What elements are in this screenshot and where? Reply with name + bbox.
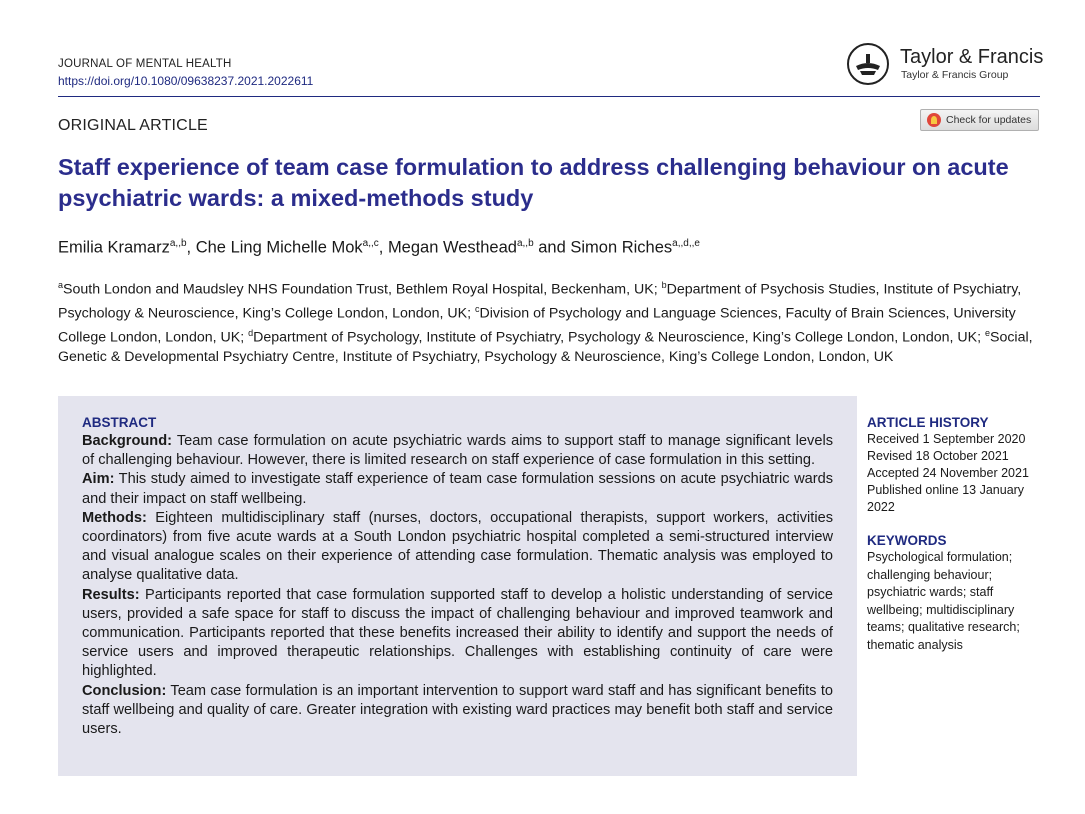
- abstract-label: Methods:: [82, 509, 147, 526]
- doi-link[interactable]: https://doi.org/10.1080/09638237.2021.2022611: [58, 74, 314, 88]
- history-line: 2022: [867, 500, 895, 514]
- section-label: ORIGINAL ARTICLE: [58, 117, 208, 134]
- affiliation-text: Department of Psychosis Studies, Institute of Psychiatry, Psychology & Neuroscience, King’s College London, London, UK;: [58, 281, 1022, 322]
- keywords-heading: KEYWORDS: [867, 533, 947, 548]
- abstract-aim: [82, 470, 833, 508]
- abstract-box: [58, 396, 857, 776]
- abstract-text: Eighteen multidisciplinary staff (nurses, doctors, occupational therapists, support workers, activities coordinators) from five acute wards at a South London psychiatric hospital completed a semi-structured interview and visual analogue scales on their experience of attending case formulation. Thematic analysis was employed to analyse qualitative data.: [82, 509, 833, 584]
- affiliations: [58, 276, 1033, 367]
- author-name[interactable]: Che Ling Michelle Mok: [195, 238, 363, 257]
- author-list: [58, 238, 700, 258]
- affiliation-sup: c: [474, 303, 480, 314]
- article-sidebar: [867, 414, 1052, 654]
- affiliation-sup: a: [58, 280, 64, 290]
- author-name[interactable]: Emilia Kramarz: [58, 238, 170, 257]
- publisher-logo-icon: [846, 42, 890, 86]
- abstract-methods: [82, 509, 833, 586]
- crossmark-icon: [927, 113, 941, 127]
- affiliation-text: South London and Maudsley NHS Foundation Trust, Bethlem Royal Hospital, Beckenham, UK;: [63, 281, 662, 298]
- history-line: Published online 13 January: [867, 483, 1025, 497]
- abstract-label: Background:: [82, 433, 172, 449]
- affiliation-sup: b: [661, 280, 667, 290]
- journal-name: JOURNAL OF MENTAL HEALTH: [58, 58, 232, 70]
- abstract-heading: ABSTRACT: [82, 415, 157, 430]
- affiliation-text: Social, Genetic & Developmental Psychiatry Centre, Institute of Psychiatry, Psychology & Neuroscience, King’s College London, London, UK: [58, 329, 1033, 365]
- author-affiliation-sup: a,,c: [362, 238, 379, 249]
- abstract-text: Team case formulation on acute psychiatric wards aims to support staff to manage significant levels of challenging behaviour. However, there is limited research on staff experience of case formulation in this setting.: [82, 433, 833, 469]
- affiliation-text: Department of Psychology, Institute of Psychiatry, Psychology & Neuroscience, King’s College London, London, UK;: [253, 329, 985, 346]
- keywords-text: Psychological formulation; challenging behaviour; psychiatric wards; staff wellbeing; multidisciplinary teams; qualitative research; thematic analysis: [867, 550, 1020, 652]
- history-line: Accepted 24 November 2021: [867, 466, 1029, 480]
- abstract-label: Conclusion:: [82, 682, 167, 699]
- abstract-background: [82, 432, 833, 470]
- affiliation-sup: e: [984, 327, 990, 338]
- author-separator: ,: [186, 238, 196, 257]
- abstract-results: [82, 586, 833, 682]
- author-name[interactable]: Megan Westhead: [387, 238, 517, 257]
- affiliation-sup: d: [248, 327, 254, 338]
- history-line: Revised 18 October 2021: [867, 449, 1009, 463]
- author-separator: and: [533, 238, 571, 257]
- abstract-text: This study aimed to investigate staff experience of team case formulation sessions on acute psychiatric wards and their impact on staff wellbeing.: [82, 471, 833, 507]
- article-title: Staff experience of team case formulation to address challenging behaviour on acute psychiatric wards: a mixed-methods study: [58, 154, 1009, 211]
- author-affiliation-sup: a,,b: [169, 238, 187, 249]
- abstract-label: Results:: [82, 586, 140, 603]
- abstract-text: Participants reported that case formulation supported staff to develop a holistic understanding of service users, provided a safe space for staff to discuss the impact of challenging behaviour and improved teamwork and communication. Participants reported that these benefits increased their ability to identify and support the needs of service users and improved therapeutic relationships. Challenges with establishing continuity of care were highlighted.: [82, 586, 833, 680]
- abstract-conclusion: [82, 682, 833, 740]
- check-for-updates-button[interactable]: [920, 109, 1039, 131]
- history-line: Received 1 September 2020: [867, 432, 1026, 446]
- affiliation-text: Division of Psychology and Language Sciences, Faculty of Brain Sciences, University College London, London, UK;: [58, 305, 1016, 346]
- author-affiliation-sup: a,,d,,e: [672, 238, 700, 249]
- abstract-label: Aim:: [82, 471, 115, 488]
- publisher-brand[interactable]: [846, 40, 1046, 90]
- author-separator: ,: [378, 238, 388, 257]
- check-for-updates-label: Check for updates: [946, 114, 1032, 126]
- header-rule: [58, 96, 1040, 97]
- author-affiliation-sup: a,,b: [516, 238, 534, 249]
- publisher-group: Taylor & Francis Group: [901, 69, 1009, 81]
- author-name[interactable]: Simon Riches: [570, 238, 673, 257]
- publisher-name: Taylor & Francis: [900, 46, 1044, 68]
- article-history-heading: ARTICLE HISTORY: [867, 415, 989, 430]
- abstract-text: Team case formulation is an important intervention to support ward staff and has significant benefits to staff wellbeing and quality of care. Greater integration with existing ward practices may benefit both staff and service users.: [82, 682, 833, 738]
